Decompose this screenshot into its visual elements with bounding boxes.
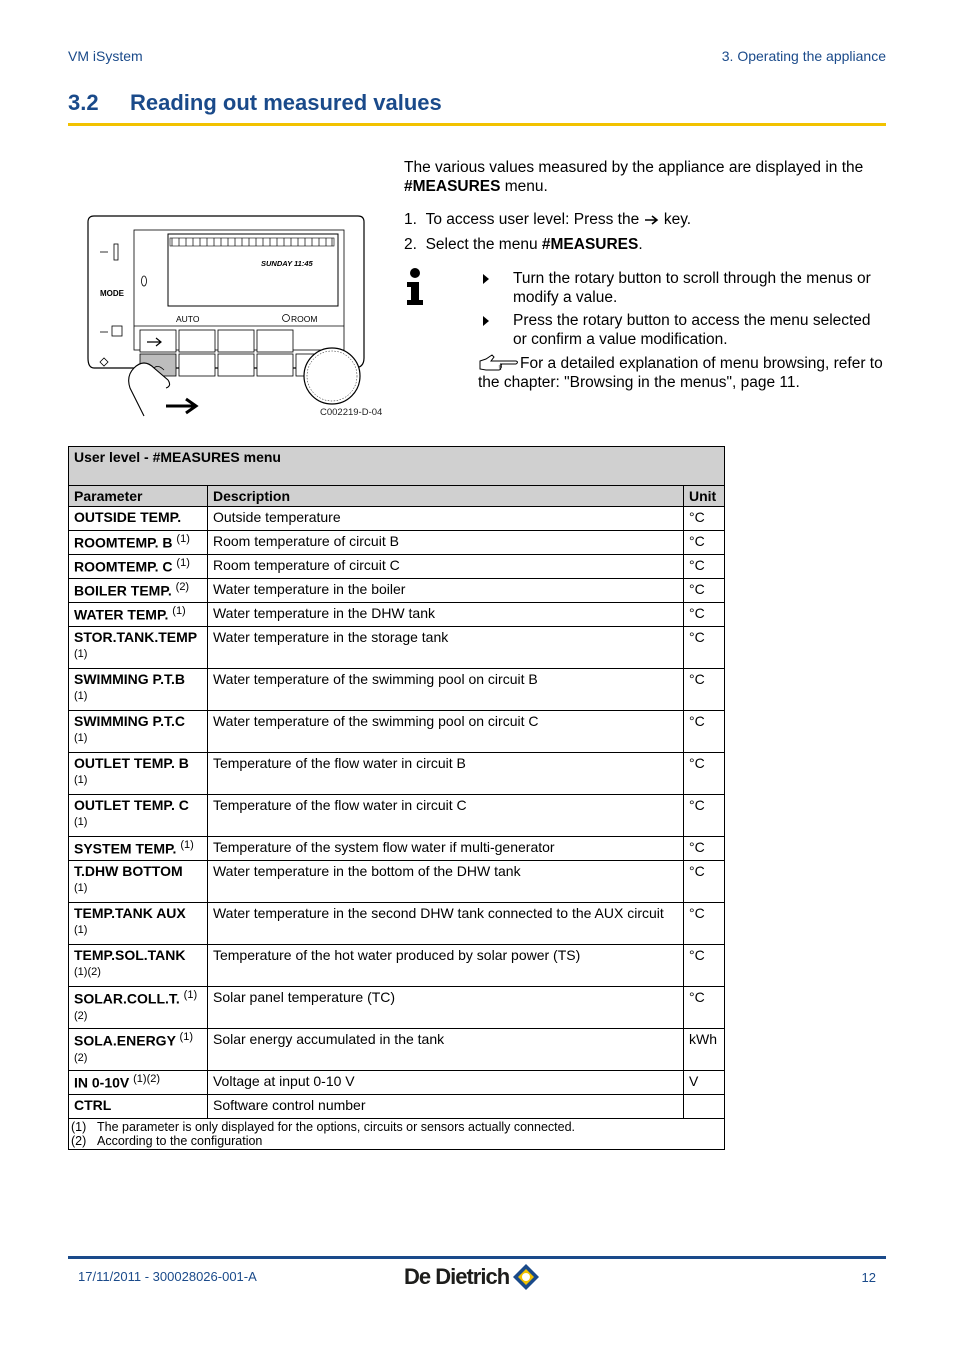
param-footnote-ref: (1) — [74, 882, 88, 894]
param-footnote-ref: (1) — [176, 557, 190, 569]
section-rule — [68, 123, 886, 126]
param-cell — [69, 753, 208, 795]
table-footnotes — [69, 1119, 725, 1150]
description-cell: Water temperature in the second DHW tank connected to the AUX circuit — [207, 903, 683, 945]
param-cell — [69, 627, 208, 669]
table-row — [69, 753, 725, 795]
param-name: SOLAR.COLL.T. — [74, 990, 180, 1007]
param-name: T.DHW BOTTOM — [74, 863, 183, 879]
screen-room: ROOM — [291, 314, 318, 324]
param-name: OUTSIDE TEMP. — [74, 509, 182, 525]
unit-cell: V — [684, 1071, 725, 1095]
param-footnote-ref: (1) — [74, 816, 88, 828]
unit-cell: °C — [684, 861, 725, 903]
description-cell: Room temperature of circuit B — [207, 531, 683, 555]
logo-text: De Dietrich — [404, 1264, 510, 1289]
param-cell — [69, 795, 208, 837]
param-footnote-ref: (1) — [74, 732, 88, 744]
footnote — [71, 1134, 722, 1148]
intro-text: The various values measured by the appliance are displayed in the — [404, 159, 864, 176]
param-footnote-ref: (1) — [183, 989, 198, 1001]
step-number: 1. — [404, 211, 417, 228]
unit-cell: °C — [684, 795, 725, 837]
unit-cell: °C — [684, 711, 725, 753]
screen-mode: AUTO — [176, 314, 200, 324]
param-cell — [69, 903, 208, 945]
table-row — [69, 1029, 725, 1071]
description-cell: Room temperature of circuit C — [207, 555, 683, 579]
unit-cell: °C — [684, 507, 725, 531]
description-cell: Water temperature of the swimming pool on circuit C — [207, 711, 683, 753]
param-name: IN 0-10V — [74, 1074, 130, 1091]
col-header-parameter: Parameter — [69, 486, 208, 507]
unit-cell: °C — [684, 627, 725, 669]
table-row — [69, 795, 725, 837]
description-cell: Water temperature in the storage tank — [207, 627, 683, 669]
table-row — [69, 945, 725, 987]
intro-text-end: menu. — [500, 178, 548, 195]
measures-table — [68, 446, 725, 1150]
param-name: OUTLET TEMP. B — [74, 755, 189, 771]
param-cell — [69, 1029, 208, 1071]
param-cell — [69, 987, 208, 1029]
unit-cell: °C — [684, 903, 725, 945]
arrow-key-icon — [644, 215, 660, 225]
param-footnote-ref: (1)(2) — [133, 1073, 161, 1085]
description-cell: Temperature of the hot water produced by solar power (TS) — [207, 945, 683, 987]
description-cell: Water temperature in the boiler — [207, 579, 683, 603]
unit-cell: kWh — [684, 1029, 725, 1071]
col-header-unit: Unit — [684, 486, 725, 507]
step-menu-name: #MEASURES — [541, 236, 639, 253]
step-text-end: . — [638, 236, 643, 253]
description-cell: Voltage at input 0-10 V — [207, 1071, 683, 1095]
param-cell — [69, 669, 208, 711]
unit-cell: °C — [684, 837, 725, 861]
footnote-mark: (2) — [71, 1134, 87, 1148]
table-row — [69, 507, 725, 531]
param-name: SWIMMING P.T.B — [74, 671, 185, 687]
table-row — [69, 555, 725, 579]
intro-paragraph — [404, 158, 886, 196]
param-cell — [69, 603, 208, 627]
step-1 — [404, 207, 886, 232]
description-cell: Temperature of the flow water in circuit C — [207, 795, 683, 837]
pointing-hand-icon — [478, 353, 520, 373]
step-text: To access user level: Press the — [425, 211, 644, 228]
unit-cell: °C — [684, 669, 725, 711]
tip-text: Press the rotary button to access the menu selected or confirm a value modification. — [513, 312, 871, 348]
unit-cell: °C — [684, 579, 725, 603]
table-row — [69, 837, 725, 861]
figure-caption: C002219-D-04 — [320, 407, 383, 418]
param-cell — [69, 861, 208, 903]
footnote-mark: (1) — [71, 1120, 87, 1134]
param-footnote-ref: (1) — [180, 839, 194, 851]
param-cell — [69, 1071, 208, 1095]
param-name: SOLA.ENERGY — [74, 1032, 176, 1049]
param-name: SWIMMING P.T.C — [74, 713, 185, 729]
step-text: Select the menu — [425, 236, 542, 253]
param-footnote-ref: (1) — [74, 924, 88, 936]
footer-date-ref: 17/11/2011 - 300028026-001-A — [78, 1269, 257, 1284]
footnote — [71, 1120, 722, 1134]
param-footnote-ref: (2) — [175, 581, 190, 593]
table-row — [69, 669, 725, 711]
header-chapter: 3. Operating the appliance — [721, 48, 886, 64]
bullet-arrow-icon — [483, 274, 489, 284]
page-number: 12 — [861, 1270, 876, 1285]
param-cell — [69, 945, 208, 987]
control-panel-drawing — [86, 208, 386, 423]
section-title — [68, 90, 442, 116]
param-footnote-ref: (1) — [74, 648, 88, 660]
table-row — [69, 603, 725, 627]
param-cell — [69, 837, 208, 861]
table-row — [69, 579, 725, 603]
param-name: CTRL — [74, 1097, 112, 1113]
table-row — [69, 987, 725, 1029]
param-name: SYSTEM TEMP. — [74, 840, 177, 857]
tip-item — [478, 311, 886, 349]
steps-list — [404, 207, 886, 257]
unit-cell: °C — [684, 555, 725, 579]
param-cell — [69, 579, 208, 603]
tips-list — [478, 269, 886, 353]
table-row — [69, 1071, 725, 1095]
description-cell: Outside temperature — [207, 507, 683, 531]
table-row — [69, 531, 725, 555]
param-name: OUTLET TEMP. C — [74, 797, 189, 813]
param-name: ROOMTEMP. B — [74, 534, 173, 551]
unit-cell: °C — [684, 987, 725, 1029]
unit-cell: °C — [684, 531, 725, 555]
param-footnote-ref: (1) — [179, 1031, 193, 1043]
description-cell: Temperature of the system flow water if multi-generator — [207, 837, 683, 861]
footnote-text: The parameter is only displayed for the options, circuits or sensors actually connected. — [97, 1120, 576, 1134]
param-name: BOILER TEMP. — [74, 582, 172, 599]
mode-label: MODE — [100, 289, 124, 298]
param-cell — [69, 507, 208, 531]
param-cell — [69, 1095, 208, 1119]
param-cell — [69, 555, 208, 579]
control-panel-figure — [86, 208, 386, 423]
param-footnote-ref: (1)(2) — [74, 966, 101, 978]
description-cell: Water temperature in the DHW tank — [207, 603, 683, 627]
logo-diamond-icon — [512, 1263, 540, 1291]
header-doc-name: VM iSystem — [68, 48, 143, 64]
param-footnote-ref: (1) — [74, 690, 88, 702]
param-cell — [69, 711, 208, 753]
param-footnote-ref: (2) — [74, 1051, 88, 1064]
col-header-description: Description — [207, 486, 683, 507]
bullet-arrow-icon — [483, 316, 489, 326]
table-body — [69, 507, 725, 1119]
unit-cell — [684, 1095, 725, 1119]
unit-cell: °C — [684, 603, 725, 627]
unit-cell: °C — [684, 945, 725, 987]
param-name: TEMP.SOL.TANK — [74, 947, 186, 963]
tip-text: Turn the rotary button to scroll through the menus or modify a value. — [513, 270, 871, 306]
table-row — [69, 903, 725, 945]
unit-cell: °C — [684, 753, 725, 795]
brand-logo — [404, 1260, 540, 1294]
screen-time: SUNDAY 11:45 — [261, 259, 313, 268]
param-footnote-ref: (1) — [74, 774, 88, 786]
param-footnote-ref: (2) — [74, 1009, 88, 1022]
note-text: For a detailed explanation of menu browsing, refer to the chapter: "Browsing in the menus", page 11. — [478, 355, 883, 391]
footnote-text: According to the configuration — [97, 1134, 263, 1148]
param-name: STOR.TANK.TEMP — [74, 629, 198, 645]
table-row — [69, 711, 725, 753]
param-footnote-ref: (1) — [172, 605, 186, 617]
description-cell: Water temperature of the swimming pool on circuit B — [207, 669, 683, 711]
table-row — [69, 627, 725, 669]
param-name: WATER TEMP. — [74, 606, 169, 623]
info-icon — [404, 268, 426, 306]
section-number: 3.2 — [68, 90, 99, 115]
step-text-end: key. — [659, 211, 692, 228]
description-cell: Water temperature in the bottom of the DHW tank — [207, 861, 683, 903]
section-title-text: Reading out measured values — [130, 90, 442, 115]
description-cell: Solar energy accumulated in the tank — [207, 1029, 683, 1071]
step-2 — [404, 232, 886, 257]
param-cell — [69, 531, 208, 555]
table-title: User level - #MEASURES menu — [69, 447, 725, 486]
reference-note — [478, 353, 886, 392]
table-row — [69, 861, 725, 903]
intro-menu-name: #MEASURES — [404, 178, 501, 195]
footer-rule — [68, 1256, 886, 1259]
param-name: TEMP.TANK AUX — [74, 905, 186, 921]
description-cell: Temperature of the flow water in circuit B — [207, 753, 683, 795]
param-footnote-ref: (1) — [176, 533, 190, 545]
table-row — [69, 1095, 725, 1119]
step-number: 2. — [404, 236, 417, 253]
param-name: ROOMTEMP. C — [74, 558, 173, 575]
tip-item — [478, 269, 886, 307]
description-cell: Software control number — [207, 1095, 683, 1119]
description-cell: Solar panel temperature (TC) — [207, 987, 683, 1029]
